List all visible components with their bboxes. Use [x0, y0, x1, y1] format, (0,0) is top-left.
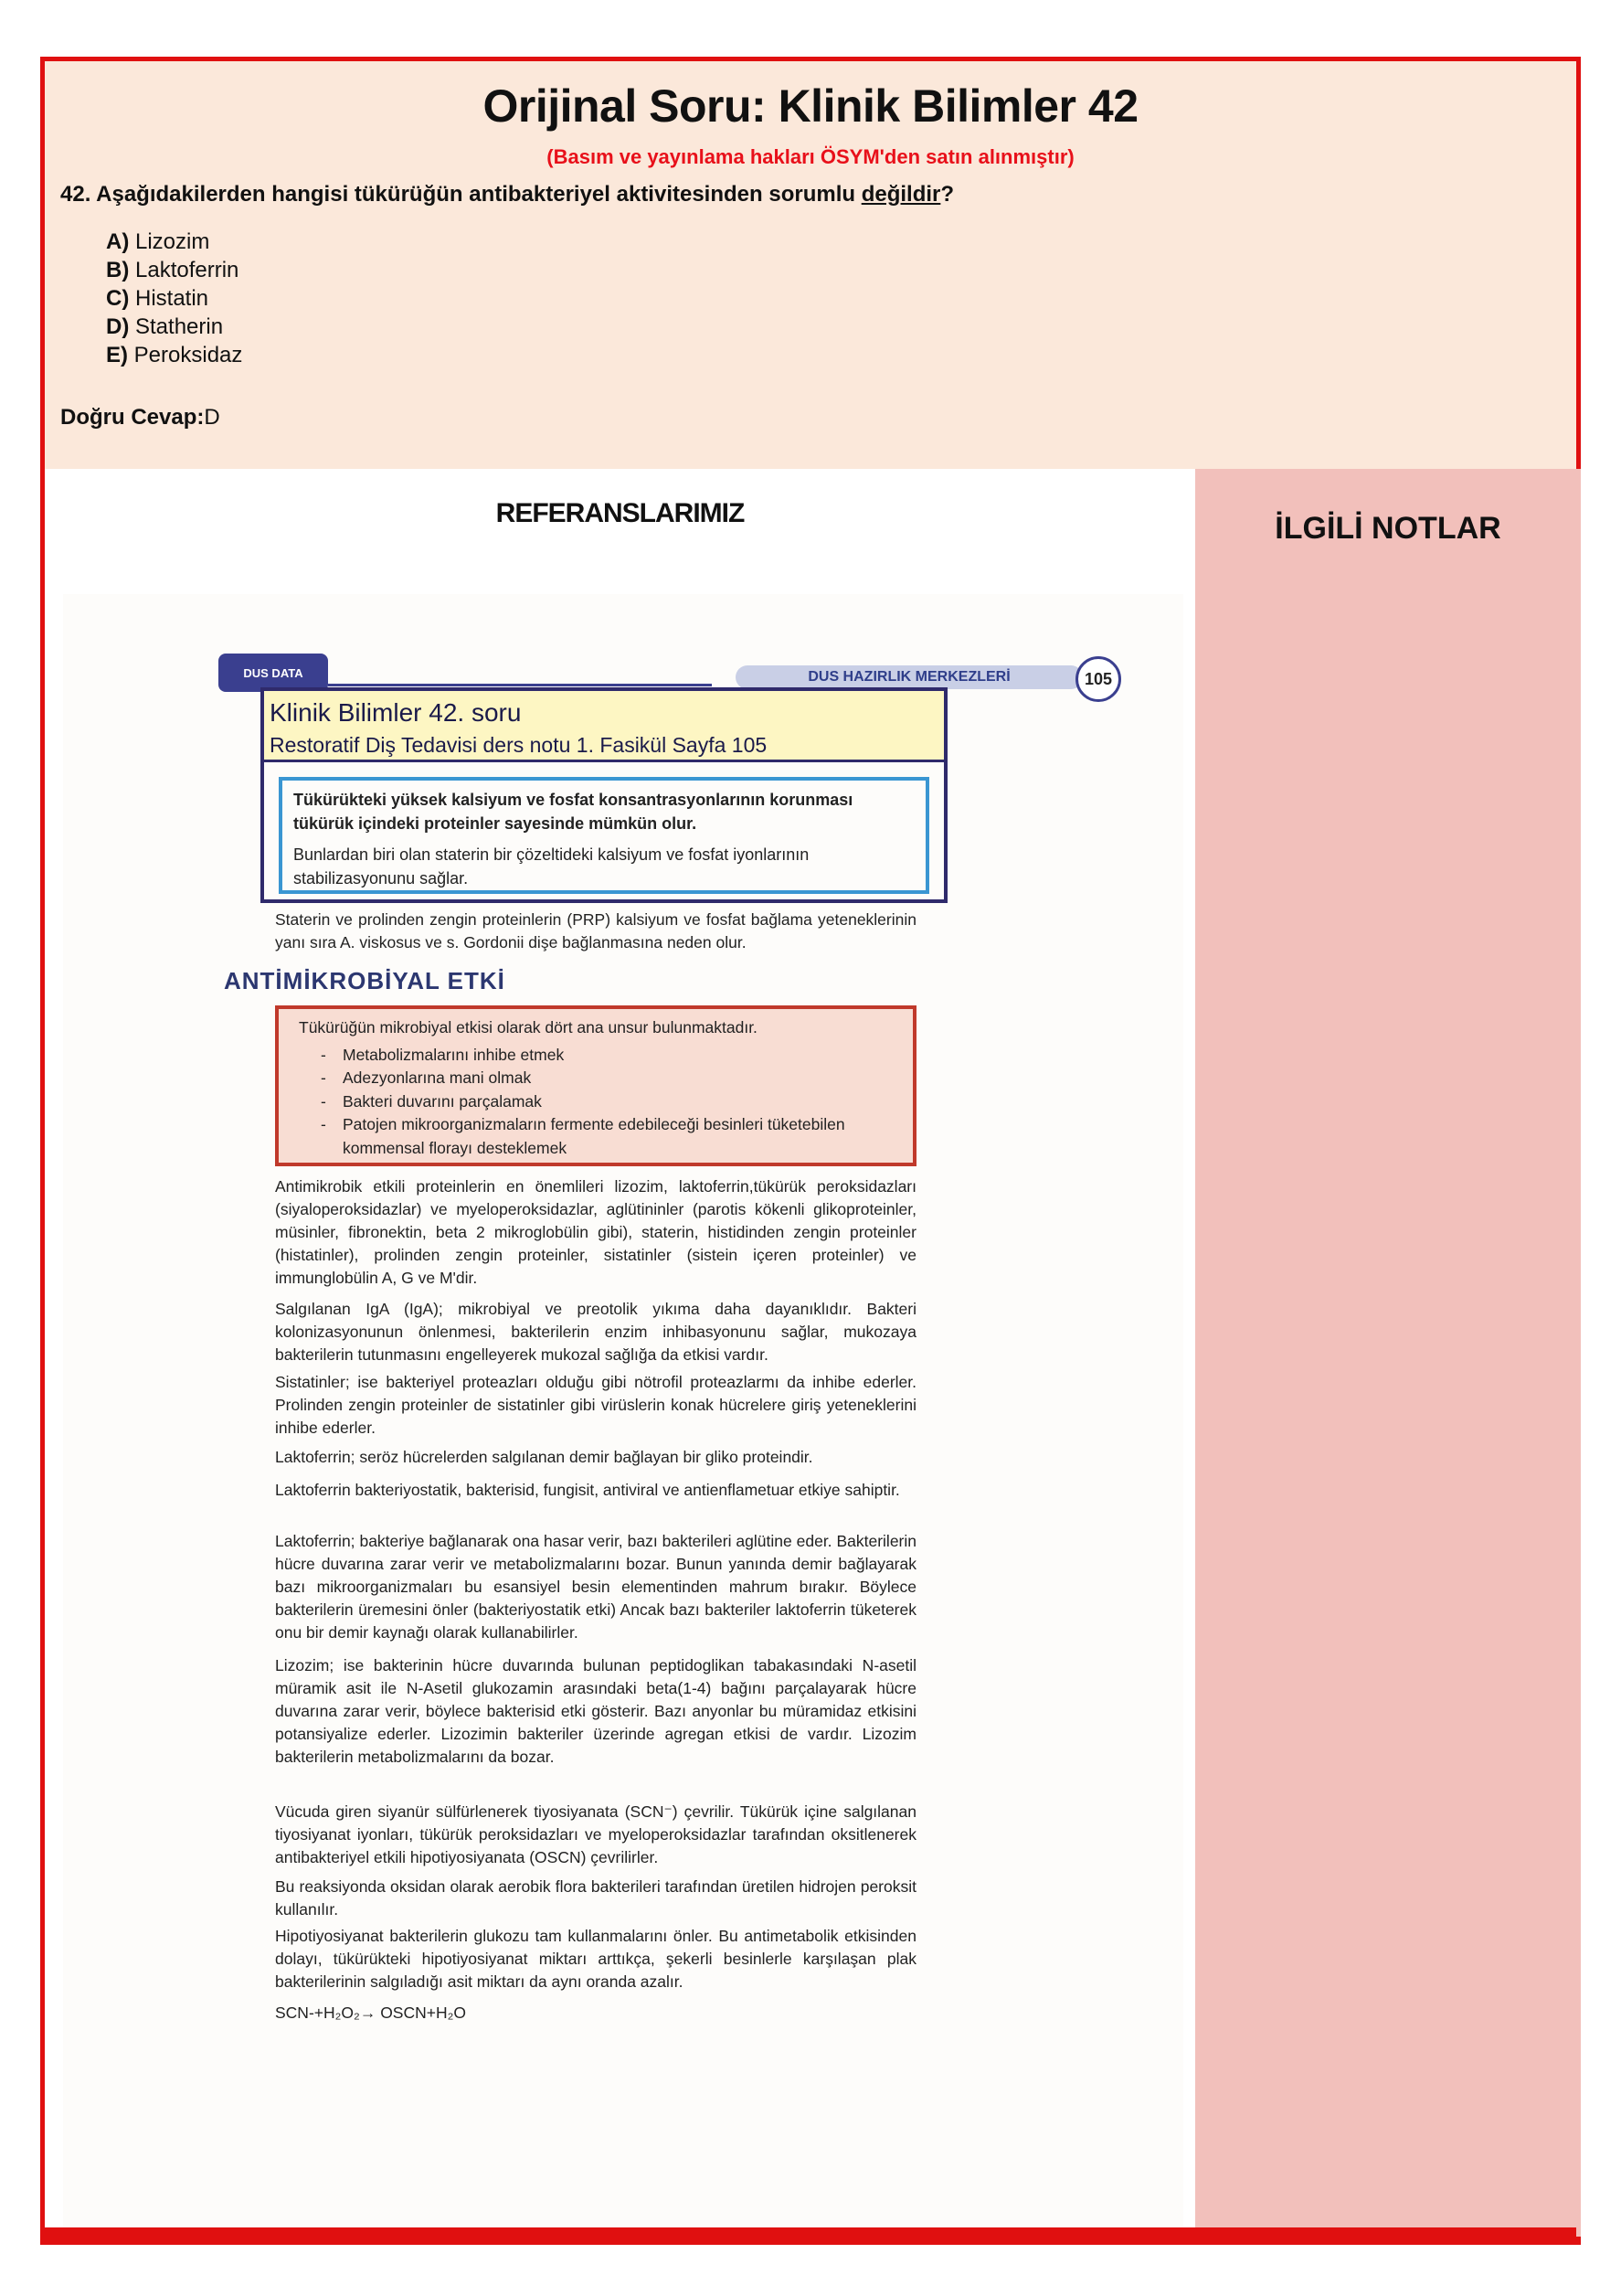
correct-answer — [60, 405, 220, 430]
answer-options — [106, 228, 242, 369]
answer-label: Doğru Cevap: — [60, 405, 205, 430]
option-b: B) Laktoferrin — [106, 258, 239, 282]
option-e: E) Peroksidaz — [106, 343, 243, 367]
paragraph-laktoferrin-mechanism: Laktoferrin; bakteriye bağlanarak ona hasar verir, bazı bakterileri aglütine eder. Bakterilerin hücre duvarına zarar verir ve metabolizmalarını bozar. Bunun yanında demir bağlayarak bazı mikroorganizmaları bu esansiyel besin elementinden mahrum bırakır. Böylece bakterilerin üremesini önler (bakteriyostatik etki) Ancak bazı bakteriler laktoferrin tüketerek onu bir demir kaynağı olarak kullanabilirler. — [275, 1532, 916, 1642]
reaction-formula: SCN-+H₂O₂→ OSCN+H₂O — [275, 2004, 467, 2022]
staterin-paragraph: Staterin ve prolinden zengin proteinlerin (PRP) kalsiyum ve fosfat bağlama yeteneklerinin yanı sıra A. viskosus ve s. Gordonii dişe bağlanmasına neden olur. — [275, 910, 916, 951]
option-d: D) Statherin — [106, 314, 224, 339]
question-stem: Aşağıdakilerden hangisi tükürüğün antibakteriyel aktivitesinden sorumlu — [96, 182, 862, 207]
copyright-notice: (Basım ve yayınlama hakları ÖSYM'den satın alınmıştır) — [546, 145, 1075, 168]
paragraph-laktoferrin-def: Laktoferrin; seröz hücrelerden salgılanan demir bağlayan bir gliko proteindir. — [275, 1448, 813, 1466]
reference-page-image — [63, 594, 1183, 2234]
list-item: - Bakteri duvarını parçalamak — [321, 1090, 893, 1114]
notes-heading: İLGİLİ NOTLAR — [1275, 511, 1501, 546]
paragraph-laktoferrin-effects: Laktoferrin bakteriyostatik, bakterisid, fungisit, antiviral ve antienflametuar etkiye sahiptir. — [275, 1481, 900, 1499]
source-subtitle: Restoratif Diş Tedavisi ders notu 1. Fasikül Sayfa 105 — [270, 733, 768, 757]
bottom-bar — [45, 2227, 1576, 2240]
paragraph-reaction: Bu reaksiyonda oksidan olarak aerobik flora bakterileri tarafından üretilen hidrojen peroksit kullanılır. — [275, 1877, 916, 1919]
paragraph-tiyosiyanat: Vücuda giren siyanür sülfürlenerek tiyosiyanata (SCN⁻) çevrilir. Tükürük içine salgılanan tiyosiyanat iyonları, tükürük peroksidazları ve myeloperoksidazlar tarafından oksitlenerek antibakteriyel etkili hipotiyosiyanata (OSCN) çevrilirler. — [275, 1802, 916, 1866]
paragraph-hipotiyosiyanat: Hipotiyosiyanat bakterilerin glukozu tam kullanmalarını önler. Bu antimetabolik etkisinden dolayı, tükürükteki hipotiyosiyanat miktarı arttıkça, şekerli besinlerle karşılaşan plak bakterilerinin salgıladığı asit miktarı da aynı oranda azalır. — [275, 1927, 916, 1991]
highlight-p1: Tükürükteki yüksek kalsiyum ve fosfat konsantrasyonlarının korunması tükürük içindeki proteinler sayesinde mümkün olur. — [293, 791, 853, 833]
question-emphasis: değildir — [861, 182, 941, 207]
question-number: 42. — [60, 182, 91, 207]
references-heading: REFERANSLARIMIZ — [495, 498, 745, 528]
option-c: C) Histatin — [106, 286, 209, 311]
question-text — [60, 182, 954, 207]
antimicrobial-list — [299, 1044, 893, 1161]
paragraph-sistatin: Sistatinler; ise bakteriyel proteazları olduğu gibi nötrofil proteazlarmı da inhibe ederler. Prolinden zengin proteinler de sistatinler gibi virüslerin konak hücrelere giriş yeteneklerini inhibe ederler. — [275, 1373, 916, 1437]
paragraph-iga: Salgılanan IgA (IgA); mikrobiyal ve preotolik yıkıma daha dayanıklıdır. Bakteri kolonizasyonunun önlenmesi, bakterilerin enzim inhibasyonunu sağlar, mukozaya bakterilerin tutunmasını engelleyerek mukozal sağlığa da etkisi vardır. — [275, 1300, 916, 1364]
list-item: - Patojen mikroorganizmaların fermente edebileceği besinleri tüketebilen kommensal florayı desteklemek — [321, 1113, 893, 1160]
answer-value: D — [204, 405, 220, 430]
paragraph-proteins: Antimikrobik etkili proteinlerin en önemlileri lizozim, laktoferrin,tükürük peroksidazları (siyaloperoksidazlar) ve myeloperoksidazlar, aglütininler (parotis kökenli glikoproteinler, müsinler, fibronektin, beta 2 mikroglobülin gibi), staterin, histidinden zengin proteinler (histatinler), prolinden zengin proteinler, sistatinler (sistein içeren proteinler) ve immunglobülin A, G ve M'dir. — [275, 1177, 916, 1287]
source-title: Klinik Bilimler 42. soru — [270, 698, 522, 727]
dus-data-logo: DUS DATA — [218, 654, 328, 692]
highlight-box — [279, 777, 929, 894]
list-item: - Metabolizmalarını inhibe etmek — [321, 1044, 893, 1068]
antimicrobial-intro: Tükürüğün mikrobiyal etkisi olarak dört ana unsur bulunmaktadır. — [299, 1018, 758, 1036]
antimicrobial-box — [275, 1005, 916, 1166]
source-box — [260, 687, 948, 903]
notes-panel — [1195, 469, 1581, 2237]
question-end: ? — [940, 182, 955, 207]
highlight-p2: Bunlardan biri olan staterin bir çözeltideki kalsiyum ve fosfat iyonlarının stabilizasyonunu sağlar. — [293, 845, 810, 888]
section-title: ANTİMİKROBİYAL ETKİ — [224, 967, 505, 994]
header-rule — [328, 684, 712, 686]
option-a: A) Lizozim — [106, 229, 210, 254]
question-panel — [45, 61, 1576, 469]
source-title-box — [264, 691, 944, 762]
header-bar: DUS HAZIRLIK MERKEZLERİ — [736, 665, 1083, 689]
list-item: - Adezyonlarına mani olmak — [321, 1067, 893, 1090]
paragraph-lizozim: Lizozim; ise bakterinin hücre duvarında bulunan peptidoglikan tabakasındaki N-asetil müramik asit ile N-Asetil glukozamin arasındaki beta(1-4) bağını parçalayarak hücre duvarına zarar verir, böylece bakterisid etki gösterir. Bazı anyonlar bu müramidaz etkisini potansiyalize ederler. Lizozimin bakteriler üzerinde agregan etkisi de vardır. Lizozim bakterilerin metabolizmalarını da bozar. — [275, 1656, 916, 1766]
page-frame — [40, 57, 1581, 2245]
page-number-badge: 105 — [1075, 656, 1121, 702]
page-title: Orijinal Soru: Klinik Bilimler 42 — [482, 80, 1139, 132]
